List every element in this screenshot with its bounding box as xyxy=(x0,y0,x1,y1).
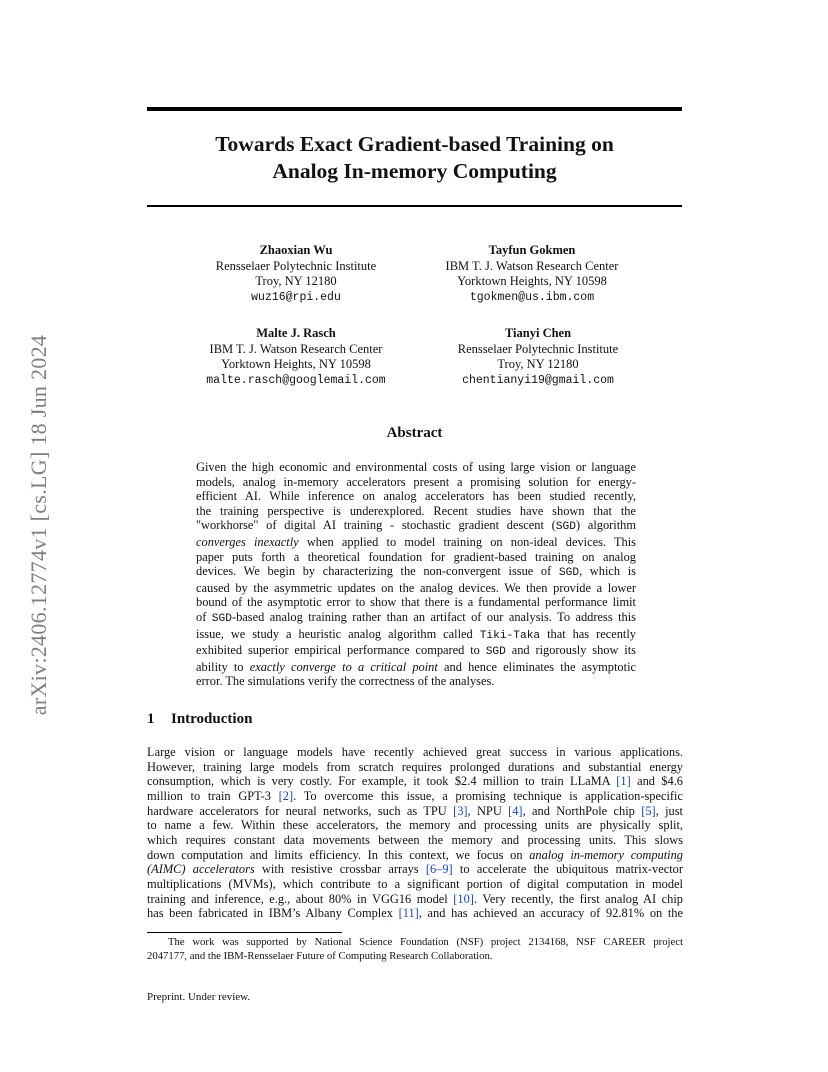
preprint-notice: Preprint. Under review. xyxy=(147,991,251,1003)
author-block xyxy=(408,326,668,388)
abstract-line: Given the high economic and environmental costs of using large vision or language xyxy=(196,460,636,474)
abstract-line: ability to exactly converge to a critical point and hence eliminates the asymptotic xyxy=(196,659,637,674)
abstract-line: "workhorse" of digital AI training - stochastic gradient descent (SGD) algorithm xyxy=(196,518,636,534)
author-location: Yorktown Heights, NY 10598 xyxy=(221,357,371,371)
intro-line: training and inference, e.g., about 80% in VGG16 model [10]. Very recently, the first analog AI chip xyxy=(147,891,683,906)
abstract-body xyxy=(196,460,636,689)
citation-link[interactable]: [11] xyxy=(398,906,419,921)
citation-link[interactable]: [2] xyxy=(278,788,294,803)
abstract-line: error. The simulations verify the correctness of the analyses. xyxy=(196,674,495,689)
author-email[interactable]: malte.rasch@googlemail.com xyxy=(206,373,386,387)
abstract-line: the training perspective is underexplored. Recent studies have shown that the xyxy=(196,503,636,518)
abstract-line: models, analog in-memory accelerators present a promising solution for energy- xyxy=(196,474,636,489)
abstract-line: of SGD-based analog training rather than an artifact of our analysis. To address this xyxy=(196,609,637,625)
abstract-line: efficient AI. While inference on analog accelerators has been studied recently, xyxy=(196,489,636,504)
author-name: Malte J. Rasch xyxy=(256,326,336,340)
section-number: 1 xyxy=(147,711,155,727)
author-name: Tianyi Chen xyxy=(504,326,572,340)
citation-link[interactable]: [5] xyxy=(641,803,656,818)
intro-line: consumption, which is very costly. For example, it took $2.4 million to train LLaMA [1] and $4.6 xyxy=(147,774,683,789)
author-name: Tayfun Gokmen xyxy=(488,243,576,257)
author-email[interactable]: wuz16@rpi.edu xyxy=(251,290,341,304)
abstract-line: caused by the asymmetric updates on the analog devices. We then provide a lower xyxy=(196,580,636,595)
footnote-rule xyxy=(147,932,342,933)
footnote-line: 2047177, and the IBM-Rensselaer Future of Computing Research Collaboration. xyxy=(147,949,493,962)
title-top-rule xyxy=(147,107,682,111)
author-block xyxy=(166,326,426,388)
citation-link[interactable]: [3] xyxy=(453,803,468,818)
intro-line: has been fabricated in IBM’s Albany Complex [11], and has achieved an accuracy of 92.81% on the xyxy=(147,906,684,921)
footnote xyxy=(147,936,683,963)
author-location: Yorktown Heights, NY 10598 xyxy=(457,274,607,288)
title-line-1: Towards Exact Gradient-based Training on xyxy=(215,132,614,156)
abstract-line: paper puts forth a theoretical foundation for gradient-based training on analog xyxy=(196,549,636,564)
citation-link[interactable]: [1] xyxy=(616,774,631,789)
introduction-body xyxy=(147,745,683,921)
intro-line: hardware accelerators for neural networks, such as TPU [3], NPU [4], and NorthPole chip [5], just xyxy=(147,803,683,818)
intro-line: (AIMC) accelerators with resistive crossbar arrays [6–9] to accelerate the ubiquitous matrix-vector xyxy=(147,862,683,877)
intro-line: to name a few. Within these accelerators, the memory and processing units are physically split, xyxy=(147,818,683,833)
title-line-2: Analog In-memory Computing xyxy=(272,159,557,183)
intro-line: Large vision or language models have recently achieved great success in various applications. xyxy=(147,745,683,759)
intro-line: million to train GPT-3 [2]. To overcome this issue, a promising technique is application-specific xyxy=(147,788,684,803)
abstract-line: bound of the asymptotic error to show that there is a fundamental performance limit xyxy=(196,595,636,610)
abstract-line: devices. We begin by characterizing the non-convergent issue of SGD, which is xyxy=(196,564,636,580)
title-bottom-rule xyxy=(147,205,682,207)
intro-line: multiplications (MVMs), which contribute to a significant portion of digital computation in model xyxy=(147,876,683,891)
author-affiliation: Rensselaer Polytechnic Institute xyxy=(457,341,619,356)
arxiv-identifier: arXiv:2406.12774v1 [cs.LG] 18 Jun 2024 xyxy=(26,334,51,716)
abstract-line: converges inexactly when applied to model training on non-ideal devices. This xyxy=(196,534,636,549)
author-affiliation: Rensselaer Polytechnic Institute xyxy=(215,258,377,273)
author-affiliation: IBM T. J. Watson Research Center xyxy=(209,341,383,356)
citation-link[interactable]: [6–9] xyxy=(425,862,453,877)
author-block xyxy=(402,243,662,305)
author-email[interactable]: tgokmen@us.ibm.com xyxy=(469,290,595,304)
intro-line: which requires constant data movements between the memory and processing units. This slows xyxy=(147,832,683,847)
abstract-heading: Abstract xyxy=(386,425,443,441)
author-name: Zhaoxian Wu xyxy=(259,243,333,257)
citation-link[interactable]: [4] xyxy=(508,803,523,818)
citation-link[interactable]: [10] xyxy=(453,891,474,906)
author-location: Troy, NY 12180 xyxy=(255,274,337,288)
author-block xyxy=(166,243,426,305)
intro-line: down computation and limits efficiency. In this context, we focus on analog in-memory computing xyxy=(147,847,683,862)
abstract-line: exhibited superior empirical performance compared to SGD and rigorously show its xyxy=(196,643,636,659)
abstract-line: issue, we study a heuristic analog algorithm called Tiki-Taka that has recently xyxy=(196,626,636,642)
section-title: Introduction xyxy=(171,711,253,727)
section-heading-introduction xyxy=(147,711,252,728)
author-affiliation: IBM T. J. Watson Research Center xyxy=(445,258,619,273)
intro-line: However, training large models from scratch requires prolonged durations and substantial energy xyxy=(147,759,683,774)
paper-title xyxy=(147,131,682,185)
author-location: Troy, NY 12180 xyxy=(497,357,579,371)
footnote-line: The work was supported by National Science Foundation (NSF) project 2134168, NSF CAREER project xyxy=(168,936,683,948)
author-email[interactable]: chentianyi19@gmail.com xyxy=(462,373,614,387)
